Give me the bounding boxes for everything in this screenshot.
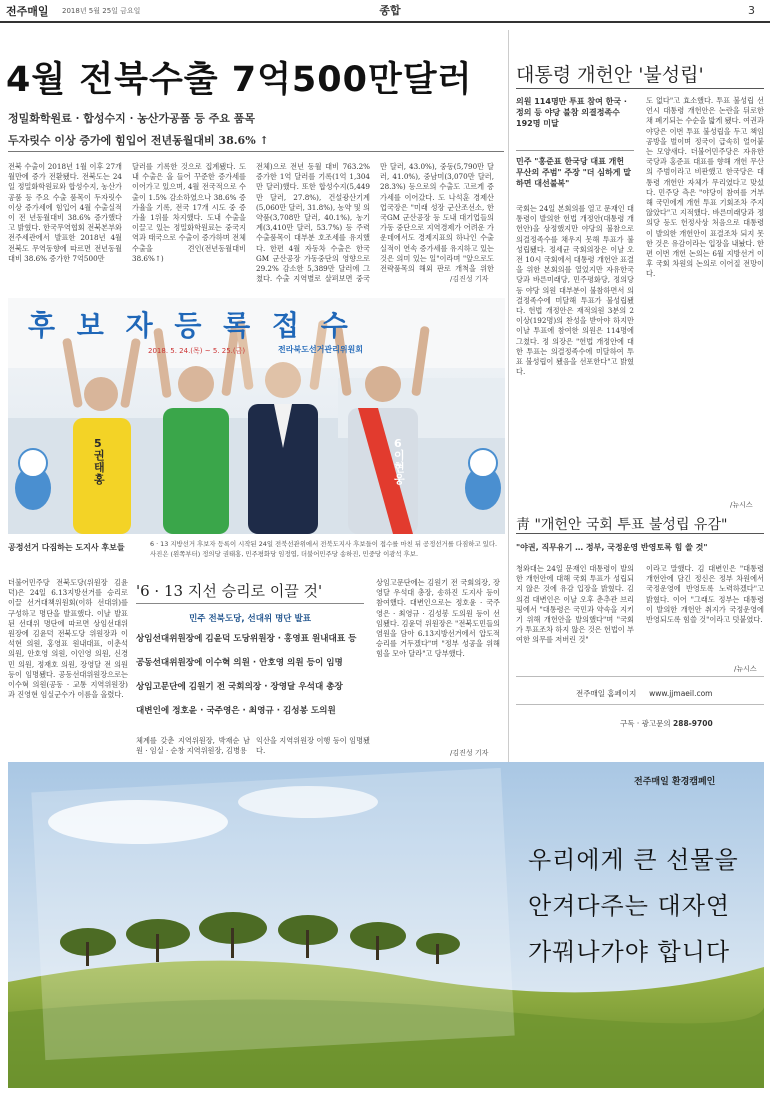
right2-column-2: 이라고 말했다. 김 대변인은 "대통령 개헌안에 담긴 정신은 정부 차원에서 국정운영에 반영토록 노력하겠다"고 밝혔다. 이어 "그래도 정부는 대통령이 발의한 개헌안 취지가 국정운영에 반영되도록 힘쓸 것"이라고 덧붙였다. <box>646 564 764 625</box>
section-name: 종합 <box>379 4 401 17</box>
page-number: 3 <box>748 4 755 17</box>
lead-column-2: 달러를 기록한 것으로 집계됐다. 도내 수출은 올 들어 꾸준한 증가세를 이어가고 있으며, 4월 전국적으로 수출이 1.5% 감소하였으나 38.6% 증가율을 기록, 전국 17개 시도 중 증가율 1위를 차지했다. 도내 수출을 이끌고 있는 정밀화학원료는 중국지역과 태국으로 수출이 증가하며 전체 수출을 견인(전년동월대비 38.6%↑) <box>132 162 246 263</box>
sash-text-1: 5 권태홍 <box>94 437 105 486</box>
photo-caption-title: 공정선거 다짐하는 도지사 후보들 <box>8 543 125 552</box>
right-subtitle-1: 의원 114명만 투표 참여 한국 · 정의 등 야당 불참 의결정족수 192명 미달 <box>516 97 627 128</box>
second-column-3: 익산을 지역위원장 이행 등이 임명됐다. <box>256 736 370 756</box>
right-byline: /뉴시스 <box>730 501 753 509</box>
second-column-2: 체계를 갖춘 지역위원장, 박재순 남원 · 임실 · 순창 지역위원장, 김병용 <box>136 736 250 756</box>
environment-campaign-ad <box>8 762 764 1088</box>
right-column-2: 도 없다"고 효소했다. 투표 불성립 선언시 대통령 개헌안은 논란을 뒤로한 채 폐기되는 수순을 밟게 됐다. 여권과 야당은 이번 투표 불성립을 두고 책임 공방을 벌이며 정국이 급속히 얼어붙는 모양새다. 더불어민주당은 자유한국당과 홍준표 대표를 향해 개헌 무산의 주범이라고 비판했고 한국당은 대통령 개헌안 자체가 무리였다고 맞섰다. 민주당 측은 "야당이 참여를 거부해 국민에게 개헌 투표 기회조차 주지 않았다"고 지적했다. 바른미래당과 정의당 등도 헌정사상 처음으로 대통령이 발의한 개헌안이 표결조차 되지 못한 것은 유감이라는 입장을 내놨다. 한편 이번 개헌 논의는 6월 지방선거 이후 국회 차원의 논의로 이어질 전망이다. <box>646 96 764 279</box>
right-subtitle-rule <box>516 150 634 151</box>
lead-column-3: 전체)으로 전년 동월 대비 763.2% 증가한 1억 달러를 기록(1억 1,304만 달러)했다. 또한 합성수지(5,449만 달러, 27.8%), 건설광산기계(5,060만 달러, 31.8%), 농약 및 의약품(3,708만 달러, 40.1%), 농기계(3,410만 달러, 53.7%) 등 주력 수출품목이 대부분 호조세를 유지했다. 한편 4월 자동차 수출은 한국GM 군산공장 가동중단의 영향으로 29.2% 감소한 5,389만 달러에 그쳤다. 수출 지역별로 살펴보면 중국 <box>256 162 370 284</box>
issue-date: 2018년 5월 25일 금요일 <box>62 7 141 15</box>
lead-headline: 4월 전북수출 7억500만달러 <box>6 60 473 100</box>
right-headline: 대통령 개헌안 '불성립' <box>516 64 704 86</box>
second-column-1: 더불어민주당 전북도당(위원장 김윤덕)은 24일 6.13지방선거를 승리로 이끌 선거대책위원회(이하 선대위)를 구성하고 명단을 발표했다. 이날 발표된 선대위 명단에 따르면 상임선대위원장에 김윤덕 전북도당 위원장과 이석현 의원, 홍영표 원내대표, 이춘석 의원, 안호영 의원, 이인영 의원, 신경민 의원, 정재호 의원, 장영달 전 의원 등이 임명됐다. 공동선대위원장으로는 이수혁 의원(공동 · 교통 지역위원장)과 진영현 임실군수가 이름을 올렸다. <box>8 578 128 700</box>
subscription-label: 구독 · 광고문의 <box>620 719 671 728</box>
lead-column-4: 만 달러, 43.0%), 중동(5,790만 달러, 41.0%), 중남미(3,070만 달러, 28.3%) 등으로의 수출도 고르게 증가세를 이어갔다. 도 나석훈 경제산업국장은 "미래 성장 군산조선소, 한국GM 군산공장 등 도내 대기업들의 가동 중단으로 지역경제가 어려운 가운데에서도 경제지표의 하나인 수출실적이 연속 증가세를 유지하고 있는 것은 의미 있는 일"이라며 "앞으로도 전략품목의 해외 판로 개척을 위한 <box>380 162 494 274</box>
lead-rule <box>8 151 504 152</box>
masthead-rule <box>0 21 770 23</box>
homepage-url[interactable]: www.jjmaeil.com <box>649 689 713 698</box>
right-headline-rule <box>516 88 764 89</box>
lead-subtitle-1: 정밀화학원료 · 합성수지 · 농산가공품 등 주요 품목 <box>8 112 255 125</box>
second-headline-rule <box>136 603 364 604</box>
ad-landscape <box>8 762 764 1088</box>
photo-banner-date: 2018. 5. 24.(목) ~ 5. 25.(금) <box>148 347 246 355</box>
second-subtitle: 민주 전북도당, 선대위 명단 발표 <box>189 614 311 624</box>
second-headline: '6 · 13 지선 승리로 이끌 것' <box>136 582 323 600</box>
lead-subtitle-2: 두자릿수 이상 증가에 힘입어 전년동월대비 38.6% ↑ <box>8 134 269 147</box>
subscription-phone: 288-9700 <box>673 719 713 728</box>
newspaper-brand: 전주매일 <box>6 5 49 18</box>
second-highlight-4: 대변인에 정호윤 · 국주영은 · 최영규 · 김성봉 도의원 <box>136 706 336 716</box>
second-highlight-2: 공동선대위원장에 이수혁 의원 · 안호영 의원 등이 임명 <box>136 658 343 668</box>
info-box <box>516 676 764 746</box>
second-column-4: 상임고문단에는 김원기 전 국회의장, 장영달 우석대 총장, 송하진 도지사 등이 참여했다. 대변인으로는 정호윤 · 국주영은 · 최영규 · 김성봉 도의원 등이 선임됐다. 김윤덕 위원장은 "전북도민들의 염원을 담아 6.13지방선거에서 압도적 승리를 거두겠다"며 "정부 성공을 위해 힘을 모아 달라"고 당부했다. <box>376 578 500 659</box>
homepage-label: 전주매일 홈페이지 <box>576 689 637 698</box>
second-highlight-1: 상임선대위원장에 김윤덕 도당위원장 · 홍영표 원내대표 등 <box>136 634 357 644</box>
info-rule <box>516 704 764 705</box>
photo-banner-text: 후 보 자 등 록 접 수 <box>28 309 354 342</box>
ad-slogan-line-3: 가꿔나가야 합니다 <box>528 938 731 966</box>
ad-slogan-line-2: 안겨다주는 대자연 <box>528 892 731 920</box>
photo-banner-org: 전라북도선거관리위원회 <box>278 345 364 354</box>
sash-text-2: 6 이현웅 <box>394 437 405 486</box>
lead-byline: /김진성 기자 <box>450 275 489 283</box>
second-highlight-3: 상임고문단에 김원기 전 국회의장 · 장영달 우석대 총장 <box>136 682 343 692</box>
right2-headline-rule <box>516 533 764 534</box>
right-column-1: 국회는 24일 본회의를 열고 문재인 대통령이 발의한 헌법 개정안(대통령 개헌안)을 상정했지만 야당의 불참으로 의결정족수를 채우지 못해 투표가 불성립됐다. 정세균 국회의장은 이날 오전 10시 국회에서 대통령 개헌안 표결을 위한 본회의를 열었지만 자유한국당과 바른미래당, 민주평화당, 정의당 등 야당 의원 대부분이 불참하면서 의결정족수에 미달해 투표가 불성립됐다. 헌법 개정안은 재적의원 3분의 2 이상(192명)의 찬성을 받아야 하지만 이날 투표에 참여한 의원은 114명에 그쳤다. 정 의장은 "헌법 개정안에 대한 투표는 의결정족수에 미달하여 투표 불성립이 됐음을 선포한다"고 밝혔다. <box>516 204 634 377</box>
right2-byline: /뉴시스 <box>734 665 757 673</box>
ad-campaign-label: 전주매일 환경캠페인 <box>634 777 716 787</box>
subscription-row <box>620 718 713 729</box>
lead-column-1: 전북 수출이 2018년 1월 이후 27개월만에 증가 전환됐다. 전북도는 24일 정밀화학원료와 합성수지, 농산가공품 등 주요 수출 품목이 두자릿수 이상 증가세에 힘입어 4월 수출실적이 전 년동월대비 38.6% 증가했다고 밝혔다. 한국무역협회 전북본부와 전주세관에서 발표한 2018년 4월 전북도 무역동향에 따르면 전년동월 대비 38.6% 증가한 7억500만 <box>8 162 122 263</box>
right2-subtitle: "야권, 직무유기 … 정부, 국정운영 반영토록 힘 쓸 것" <box>516 543 708 552</box>
right2-headline: 靑 "개헌안 국회 투표 불성립 유감" <box>516 517 728 533</box>
right2-column-1: 청와대는 24일 문재인 대통령이 발의한 개헌안에 대해 국회 투표가 성립되지 않은 것에 유감 입장을 밝혔다. 김의겸 대변인은 이날 오후 춘추관 브리핑에서 "대통령은 국민과 약속을 지키기 위해 개헌안을 발의했다"며 "국회가 투표조차 하지 않은 것은 헌법이 부여한 의무를 저버린 것" <box>516 564 634 645</box>
homepage-row <box>576 688 712 699</box>
right-subtitle-2: 민주 "홍준표 한국당 대표 개헌 무산의 주범" 주장 "더 심하게 말하면 대선불복" <box>516 157 631 188</box>
second-byline: /김진성 기자 <box>450 749 489 757</box>
photo-caption: 6 · 13 지방선거 후보자 등록이 시작된 24일 전북선관위에서 전북도지사 후보들이 접수를 마친 뒤 공정선거를 다짐하고 있다. 사진은 (왼쪽부터) 정의당 권태홍, 민주평화당 임정엽, 더불어민주당 송하진, 민중당 이광석 후보. <box>150 540 498 558</box>
ad-slogan-line-1: 우리에게 큰 선물을 <box>528 846 739 874</box>
candidates-photo <box>8 298 505 534</box>
